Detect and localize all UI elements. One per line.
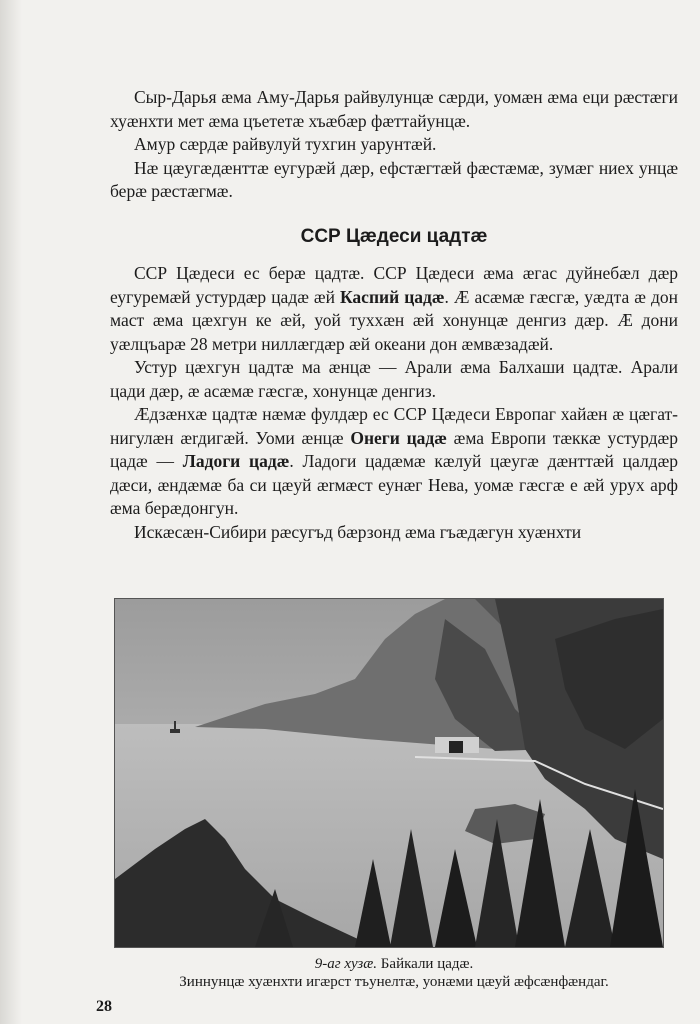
page-number: 28 bbox=[96, 998, 112, 1015]
body-paragraph-4: Искæсæн-Сибири рæсугъд бæрзонд æма гъæдæгун хуæнхти bbox=[134, 521, 582, 542]
figure-number: 9-аг хузæ. bbox=[314, 956, 378, 972]
p3-text-a: Æдзæнхæ цадтæ нæмæ фулдæр ес ССР Цæдеси Европаг хайæн æ цæгат-нигулæн ærдигæй. Уоми æнцæ bbox=[110, 404, 678, 448]
baikal-photo-illustration bbox=[115, 599, 663, 947]
figure-title: Байкали цадæ. bbox=[380, 956, 474, 972]
p1-text-b: . Æ асæмæ гæсгæ, уæдта æ дон маст æма цæхгун ке æй, уой туххæн æй хонунцæ денгиз дæр. Æ дони уæлцъарæ 28 метри ниллæгдæр æй океани дон æмвæзадæй. bbox=[110, 286, 678, 354]
figure-caption-title bbox=[110, 956, 678, 973]
body-paragraph-2: Устур цæхгун цадтæ ма æнцæ — Арали æма Балхаши цадтæ. Арали цади дæр, æ асæмæ гæсгæ, хонунцæ денгиз. bbox=[110, 357, 678, 401]
p3-text-c: . Ладоги цадæмæ кæлуй цæугæ дæнттæй цалдæр дæси, æндæмæ ба си цæуй ærмæст еунæг Нева, уомæ гæсгæ е æй урух арф æма берæдонгун. bbox=[110, 451, 679, 518]
baikal-photo bbox=[114, 598, 664, 948]
intro-paragraph-1: Сыр-Дарья æма Аму-Дарья райвулунцæ сæрди, уомæн æма еци рæстæги хуæнхти мет æма цъететæ хъæбæр фæттайунцæ. bbox=[110, 87, 678, 131]
body-paragraph-1 bbox=[110, 262, 678, 356]
intro-paragraph-3: Нæ цæугæдæнттæ еугурæй дæр, ефстæгтæй фæстæмæ, зумæг ниех унцæ берæ рæстæгмæ. bbox=[110, 157, 678, 201]
figure-caption-text: Зиннунцæ хуæнхти игæрст тъунелтæ, уонæми цæуй æфсæнфæндаг. bbox=[179, 974, 609, 990]
section-heading: ССР Цæдеси цадтæ bbox=[300, 226, 488, 247]
intro-paragraph-2: Амур сæрдæ райвулуй тухгин уарунтæй. bbox=[134, 134, 437, 154]
p3-text-b: æма Европи тæккæ устурдæр цадæ — bbox=[110, 427, 678, 471]
body-text bbox=[110, 262, 678, 544]
page-edge-shadow bbox=[0, 0, 22, 1024]
body-paragraph-3 bbox=[110, 403, 678, 521]
caspian-sea-term: Каспий цадæ bbox=[339, 286, 445, 307]
intro-text bbox=[110, 86, 678, 204]
ladoga-lake-term: Ладоги цадæ bbox=[182, 451, 290, 471]
p1-text-a: ССР Цæдеси ес берæ цадтæ. ССР Цæдеси æма æгас дуйнебæл дæр еугуремæй устурдæр цадæ æй bbox=[110, 263, 678, 307]
onega-lake-term: Онеги цадæ bbox=[350, 427, 447, 448]
